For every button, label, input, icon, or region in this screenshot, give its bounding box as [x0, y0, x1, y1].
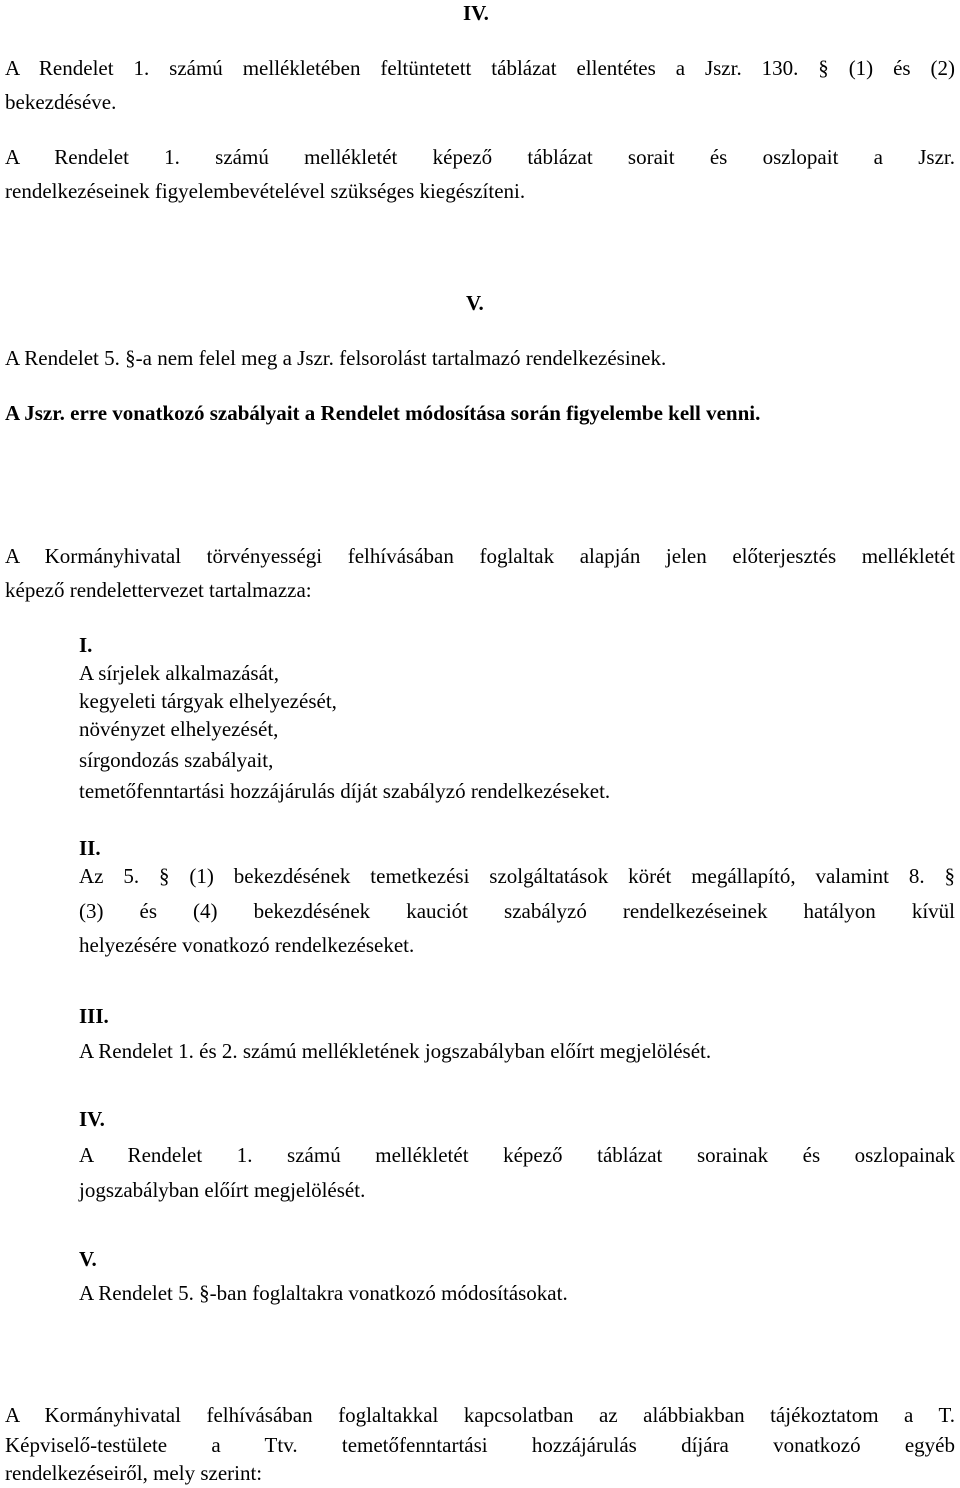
section-iv-para1-line1: A Rendelet 1. számú mellékletében feltüntetett táblázat ellentétes a Jszr. 130. § (1) és (2) — [5, 56, 955, 80]
list-i-line: sírgondozás szabályait, — [79, 748, 274, 772]
closing-line1: A Kormányhivatal felhívásában foglaltakkal kapcsolatban az alábbiakban tájékoztatom a T. — [5, 1403, 955, 1427]
closing-line3: rendelkezéseiről, mely szerint: — [5, 1461, 263, 1485]
list-iv-line2: jogszabályban előírt megjelölését. — [79, 1178, 366, 1202]
list-ii-line2: (3) és (4) bekezdésének kauciót szabályzó rendelkezéseinek hatályon kívül — [79, 899, 955, 923]
section-v-line1: A Rendelet 5. §-a nem felel meg a Jszr. felsorolást tartalmazó rendelkezésinek. — [5, 346, 667, 370]
section-v-bold-line: A Jszr. erre vonatkozó szabályait a Rendelet módosítása során figyelembe kell venni. — [5, 401, 761, 425]
list-v-heading: V. — [79, 1247, 97, 1271]
list-ii-line1: Az 5. § (1) bekezdésének temetkezési szolgáltatások körét megállapító, valamint 8. § — [79, 864, 955, 888]
list-ii-line3: helyezésére vonatkozó rendelkezéseket. — [79, 933, 415, 957]
list-i-line: A sírjelek alkalmazását, — [79, 661, 280, 685]
list-i-line: növényzet elhelyezését, — [79, 717, 279, 741]
list-iii-line1: A Rendelet 1. és 2. számú mellékletének jogszabályban előírt megjelölését. — [79, 1039, 712, 1063]
list-i-line: temetőfenntartási hozzájárulás díját szabályzó rendelkezéseket. — [79, 779, 611, 803]
intro-line1: A Kormányhivatal törvényességi felhívásában foglaltak alapján jelen előterjesztés mellékletét — [5, 544, 955, 568]
list-v-line1: A Rendelet 5. §-ban foglaltakra vonatkozó módosításokat. — [79, 1281, 568, 1305]
list-iv-heading: IV. — [79, 1107, 105, 1131]
list-i-line: kegyeleti tárgyak elhelyezését, — [79, 689, 337, 713]
section-v-heading: V. — [466, 291, 484, 315]
list-iv-line1: A Rendelet 1. számú mellékletét képező táblázat sorainak és oszlopainak — [79, 1143, 955, 1167]
list-ii-heading: II. — [79, 836, 101, 860]
section-iv-para2-line2: rendelkezéseinek figyelembevételével szükséges kiegészíteni. — [5, 179, 526, 203]
intro-line2: képező rendelettervezet tartalmazza: — [5, 578, 312, 602]
list-i-heading: I. — [79, 633, 93, 657]
closing-line2: Képviselő-testülete a Ttv. temetőfenntartási hozzájárulás díjára vonatkozó egyéb — [5, 1433, 955, 1457]
section-iv-para1-line2: bekezdéséve. — [5, 90, 117, 114]
section-iv-heading: IV. — [463, 1, 489, 25]
list-iii-heading: III. — [79, 1004, 109, 1028]
section-iv-para2-line1: A Rendelet 1. számú mellékletét képező táblázat sorait és oszlopait a Jszr. — [5, 145, 955, 169]
